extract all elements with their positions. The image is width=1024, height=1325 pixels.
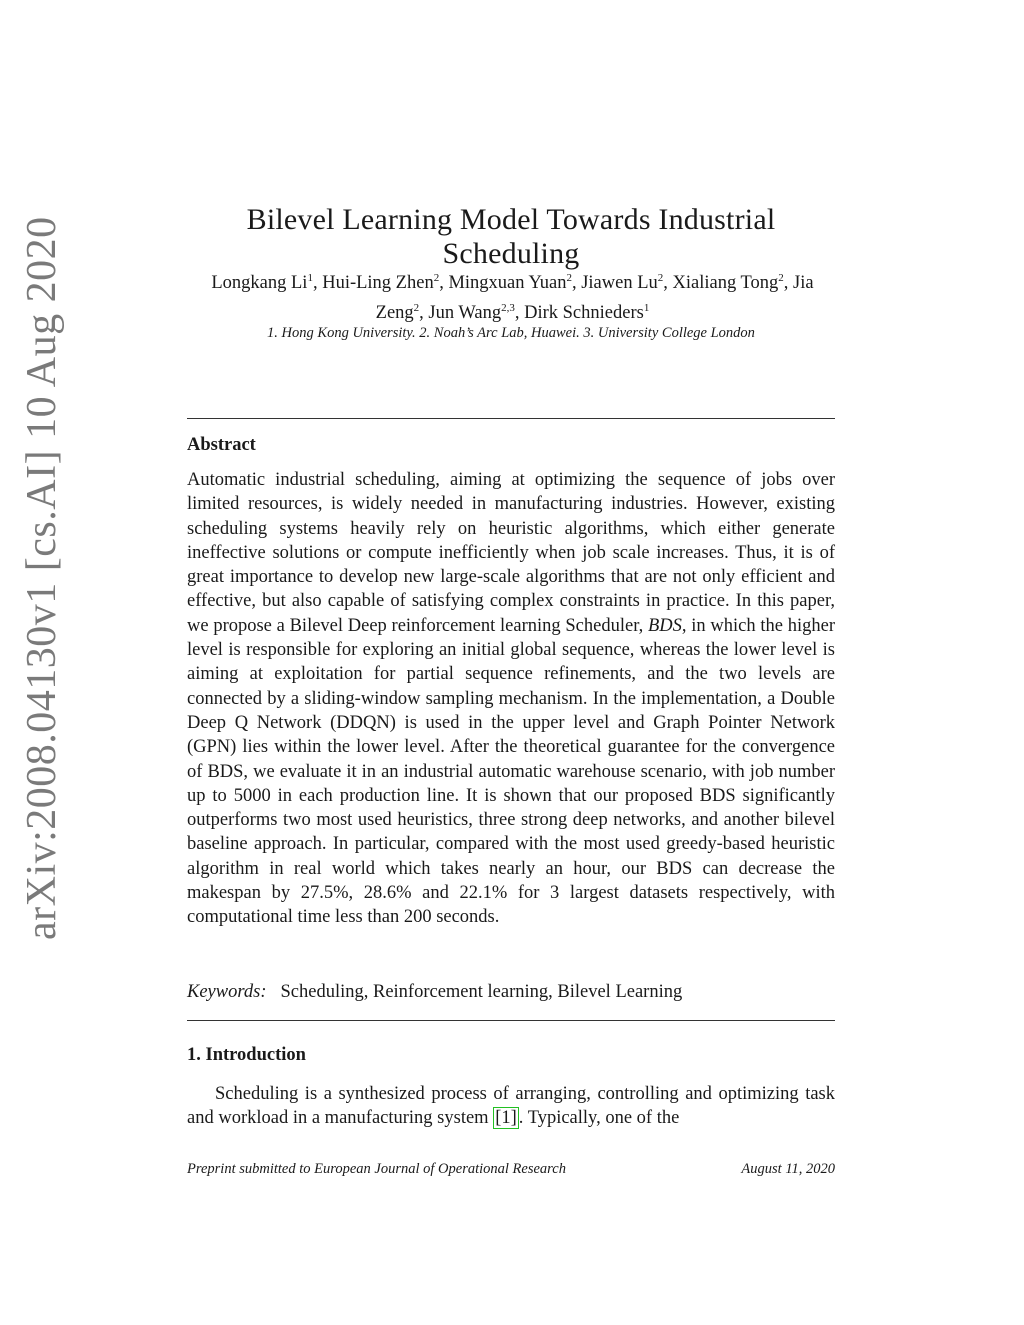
introduction-text-part: . Typically, one of the [518, 1108, 680, 1129]
footer-date: August 11, 2020 [741, 1161, 835, 1177]
author-affiliation-mark: 1 [643, 302, 650, 315]
abstract-text-part: , in which the higher level is responsible for exploring an initial global sequence, whereas the lower level is aiming at exploitation for partial sequence refinements, and the two levels are connected by a sliding-window sampling mechanism. In the implementation, a Double Deep Q Network (DDQN) is used in the upper level and Graph Pointer Network (GPN) lies within the lower level. After the theoretical guarantee for the convergence of BDS, we evaluate it in an industrial automatic warehouse scenario, with job number up to 5000 in each production line. It is shown that our proposed BDS significantly outperforms two most used heuristics, three strong deep networks, and another bilevel baseline approach. In particular, compared with the most used greedy-based heuristic algorithm in real world which takes nearly an hour, our BDS can decrease the makespan by 27.5%, 28.6% and 22.1% for 3 largest datasets respectively, with computational time less than 200 seconds. [187, 615, 835, 928]
introduction-heading: 1. Introduction [187, 1045, 306, 1065]
author-affiliation-mark: 1 [307, 272, 313, 284]
author-name: Hui-Ling Zhen [322, 273, 434, 294]
introduction-text [187, 1082, 835, 1131]
arxiv-identifier-stamp: arXiv:2008.04130v1 [cs.AI] 10 Aug 2020 [19, 216, 65, 940]
author-name: Dirk Schnieders [524, 303, 644, 324]
author-name: Mingxuan Yuan [448, 273, 567, 294]
abstract-text [187, 468, 835, 930]
author-affiliation-mark: 2 [566, 272, 572, 284]
keywords-line [187, 982, 835, 1003]
abstract-top-rule [187, 418, 835, 419]
abstract-emphasis: BDS [648, 615, 682, 636]
abstract-text-part: Automatic industrial scheduling, aiming at optimizing the sequence of jobs over limited resources, is widely needed in manufacturing industries. However, existing scheduling systems heavily rely on heuristic algorithms, which either generate ineffective solutions or compute inefficiently when job scale increases. Thus, it is of great importance to develop new large-scale algorithms that are not only efficient and effective, but also capable of satisfying complex constraints in practice. In this paper, we propose a Bilevel Deep reinforcement learning Scheduler, [187, 470, 835, 636]
author-name: Xialiang Tong [672, 273, 779, 294]
abstract-heading: Abstract [187, 435, 256, 455]
author-affiliation-mark: 2 [433, 272, 440, 284]
citation-link[interactable]: [1] [495, 1108, 517, 1129]
preprint-note: Preprint submitted to European Journal of Operational Research [187, 1161, 566, 1177]
keywords-text: Scheduling, Reinforcement learning, Bilevel Learning [280, 982, 683, 1002]
author-affiliation-mark: 2,3 [501, 302, 515, 315]
author-affiliation-mark: 2 [413, 302, 420, 315]
paper-title: Bilevel Learning Model Towards Industrial Scheduling [246, 203, 776, 270]
author-list: Longkang Li$^1$, Hui-Ling Zhen$^2$, Mingxuan Yuan$^2$, Jiawen Lu$^2$, Xialiang Tong$^2$, Jia Zeng$^2$, Jun Wang$^{2,3}$, Dirk Schnieders$^1$ [211, 272, 814, 324]
author-name: Jiawen Lu [581, 273, 658, 294]
author-name: Longkang Li [211, 273, 308, 294]
abstract-bottom-rule [187, 1020, 835, 1021]
author-name: Jun Wang [428, 303, 502, 324]
author-name: Jia Zeng [375, 273, 814, 324]
keywords-label: Keywords: [187, 982, 267, 1002]
author-affiliation-mark: 2 [778, 272, 784, 284]
introduction-text-part: Scheduling is a synthesized process of arranging, controlling and optimizing task and workload in a manufacturing system [187, 1084, 835, 1129]
author-affiliation-mark: 2 [657, 272, 664, 284]
affiliations: 1. Hong Kong University. 2. Noah’s Arc Lab, Huawei. 3. University College London [267, 325, 755, 341]
